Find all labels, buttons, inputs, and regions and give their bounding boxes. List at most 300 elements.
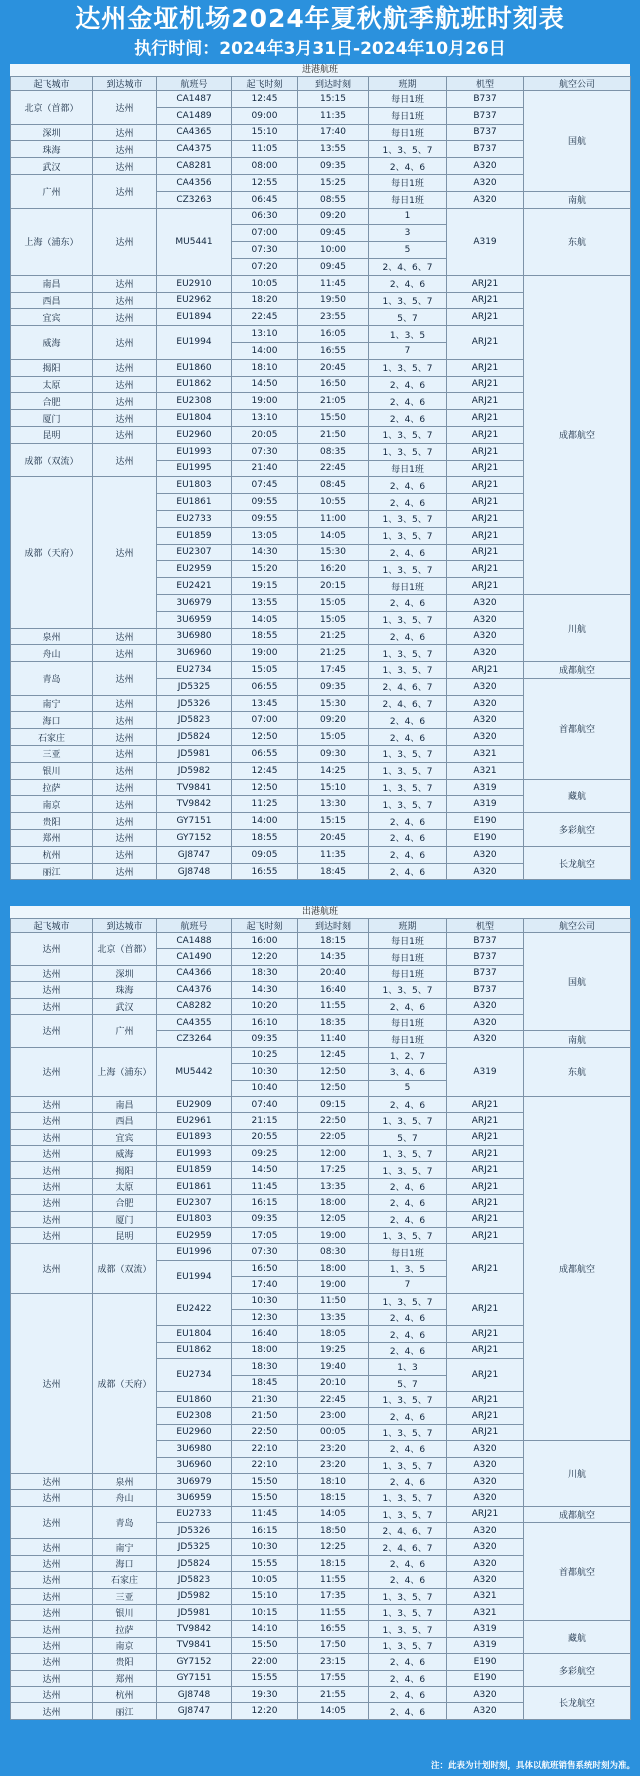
schedule-cell: 2、4、6 [369, 1686, 447, 1702]
destination-cell: 达州 [93, 91, 157, 125]
table-row [11, 1621, 631, 1637]
destination-cell: 北京（首都） [93, 933, 157, 966]
aircraft-cell: A320 [447, 1441, 524, 1457]
destination-cell: 贵阳 [93, 1654, 157, 1670]
flight-no-cell: EU2733 [157, 1506, 232, 1522]
arrival-time-cell: 16:50 [298, 376, 369, 393]
departure-time-cell: 17:40 [232, 1277, 298, 1293]
schedule-cell: 2、4、6 [369, 998, 447, 1014]
schedule-cell: 每日1班 [369, 578, 447, 595]
departure-time-cell: 06:55 [232, 678, 298, 695]
flight-no-cell: CZ3263 [157, 191, 232, 208]
schedule-cell: 5、7 [369, 1129, 447, 1145]
flight-no-cell: CA4376 [157, 982, 232, 998]
departure-time-cell: 07:00 [232, 712, 298, 729]
aircraft-cell: ARJ21 [447, 393, 524, 410]
schedule-cell: 2、4、6 [369, 1342, 447, 1358]
schedule-cell: 2、4、6 [369, 158, 447, 175]
aircraft-cell: A320 [447, 1014, 524, 1030]
aircraft-cell: ARJ21 [447, 1195, 524, 1211]
destination-cell: 达州 [93, 326, 157, 360]
departure-time-cell: 15:05 [232, 662, 298, 679]
aircraft-cell: A320 [447, 863, 524, 880]
destination-cell: 达州 [93, 729, 157, 746]
departure-time-cell: 12:50 [232, 779, 298, 796]
origin-cell: 深圳 [11, 124, 93, 141]
destination-cell: 宜宾 [93, 1129, 157, 1145]
flight-no-cell: CA1489 [157, 107, 232, 124]
flight-no-cell: GJ8747 [157, 846, 232, 863]
origin-cell: 达州 [11, 1473, 93, 1489]
arrival-time-cell: 22:50 [298, 1113, 369, 1129]
aircraft-header: 机型 [447, 919, 524, 933]
arrival-time-cell: 09:15 [298, 1096, 369, 1112]
destination-cell: 西昌 [93, 1113, 157, 1129]
departure-time-cell: 12:20 [232, 1703, 298, 1719]
aircraft-cell: A319 [447, 208, 524, 275]
aircraft-cell: A320 [447, 1523, 524, 1539]
flight-no-cell: EU2733 [157, 510, 232, 527]
origin-cell: 青岛 [11, 662, 93, 696]
destination-cell: 青岛 [93, 1506, 157, 1539]
origin-cell: 达州 [11, 1490, 93, 1506]
origin-cell: 杭州 [11, 846, 93, 863]
aircraft-cell: A320 [447, 174, 524, 191]
arrival-time-cell: 12:05 [298, 1211, 369, 1227]
flight-no-cell: 3U6979 [157, 594, 232, 611]
destination-cell: 达州 [93, 292, 157, 309]
departure-time-cell: 12:55 [232, 174, 298, 191]
departure-time-cell: 16:50 [232, 1260, 298, 1276]
flight-no-cell: CA4366 [157, 965, 232, 981]
schedule-cell: 5 [369, 1080, 447, 1096]
aircraft-cell: ARJ21 [447, 561, 524, 578]
flight-no-cell: 3U6980 [157, 1441, 232, 1457]
flight-no-cell: EU1804 [157, 410, 232, 427]
schedule-cell: 1、3、5、7 [369, 662, 447, 679]
aircraft-cell: ARJ21 [447, 460, 524, 477]
origin-cell: 达州 [11, 1637, 93, 1653]
departure-time-cell: 18:45 [232, 1375, 298, 1391]
arrival-time-cell: 18:15 [298, 1490, 369, 1506]
departure-time-cell: 14:05 [232, 611, 298, 628]
schedule-cell: 1、3、5、7 [369, 510, 447, 527]
departure-time-cell: 10:05 [232, 275, 298, 292]
arrival-time-cell: 23:20 [298, 1441, 369, 1457]
origin-cell: 达州 [11, 1539, 93, 1555]
origin-cell: 广州 [11, 174, 93, 208]
schedule-cell: 每日1班 [369, 949, 447, 965]
flight-no-cell: MU5441 [157, 208, 232, 275]
arrival-time-cell: 14:05 [298, 1506, 369, 1522]
flight-no-cell: MU5442 [157, 1047, 232, 1096]
destination-cell: 达州 [93, 712, 157, 729]
flight-no-cell: GY7151 [157, 813, 232, 830]
origin-cell: 泉州 [11, 628, 93, 645]
departure-time-cell: 07:30 [232, 443, 298, 460]
destination-cell: 达州 [93, 796, 157, 813]
flight-no-cell: EU2308 [157, 1408, 232, 1424]
origin-cell: 北京（首都） [11, 91, 93, 125]
schedule-cell: 1、3、5、7 [369, 1391, 447, 1407]
flight-no-cell: EU2307 [157, 1195, 232, 1211]
flight-no-cell: CA8281 [157, 158, 232, 175]
origin-cell: 郑州 [11, 830, 93, 847]
arrival-time-cell: 21:25 [298, 628, 369, 645]
schedule-cell: 1、3、5 [369, 326, 447, 343]
table-row [11, 1506, 631, 1522]
destination-header: 到达城市 [93, 77, 157, 91]
arrival-time-cell: 20:40 [298, 965, 369, 981]
aircraft-cell: A319 [447, 1637, 524, 1653]
schedule-cell: 1、3、5、7 [369, 1424, 447, 1440]
origin-cell: 南京 [11, 796, 93, 813]
schedule-cell: 1、3、5、7 [369, 443, 447, 460]
destination-cell: 达州 [93, 141, 157, 158]
origin-cell: 达州 [11, 1293, 93, 1473]
destination-cell: 深圳 [93, 965, 157, 981]
airline-cell: 川航 [524, 1441, 631, 1507]
flight-no-cell: JD5326 [157, 1523, 232, 1539]
airline-cell: 藏航 [524, 779, 631, 813]
arrival-time-cell: 18:10 [298, 1473, 369, 1489]
arrival-time-cell: 22:05 [298, 1129, 369, 1145]
departure-time-cell: 15:10 [232, 1588, 298, 1604]
departure-time-cell: 16:10 [232, 1014, 298, 1030]
destination-cell: 达州 [93, 645, 157, 662]
destination-cell: 杭州 [93, 1686, 157, 1702]
destination-cell: 达州 [93, 208, 157, 275]
arrival-time-cell: 18:35 [298, 1014, 369, 1030]
airline-cell: 长龙航空 [524, 846, 631, 880]
origin-cell: 达州 [11, 1178, 93, 1194]
destination-cell: 达州 [93, 830, 157, 847]
schedule-cell: 2、4、6、7 [369, 678, 447, 695]
flight-no-cell: JD5823 [157, 712, 232, 729]
flight-no-cell: JD5325 [157, 678, 232, 695]
departure-time-cell: 12:45 [232, 762, 298, 779]
schedule-cell: 2、4、6 [369, 544, 447, 561]
aircraft-cell: A320 [447, 191, 524, 208]
origin-cell: 武汉 [11, 158, 93, 175]
flight-no-cell: EU2962 [157, 292, 232, 309]
arrival-time-cell: 18:05 [298, 1326, 369, 1342]
destination-cell: 成都（双流） [93, 1244, 157, 1293]
table-row [11, 91, 631, 108]
flight-no-cell: EU2961 [157, 1113, 232, 1129]
aircraft-cell: ARJ21 [447, 1506, 524, 1522]
departure-time-header: 起飞时刻 [232, 77, 298, 91]
schedule-cell: 1、3、5、7 [369, 611, 447, 628]
schedule-cell: 2、4、6 [369, 1473, 447, 1489]
departure-time-cell: 15:10 [232, 124, 298, 141]
destination-cell: 达州 [93, 846, 157, 863]
schedule-cell: 2、4、6 [369, 1096, 447, 1112]
destination-cell: 达州 [93, 628, 157, 645]
schedule-cell: 2、4、6 [369, 863, 447, 880]
departure-time-cell: 19:00 [232, 645, 298, 662]
origin-cell: 达州 [11, 1047, 93, 1096]
schedule-cell: 1、3、5、7 [369, 1637, 447, 1653]
flight-no-cell: EU1803 [157, 1211, 232, 1227]
origin-cell: 达州 [11, 1555, 93, 1571]
flight-no-cell: CA1490 [157, 949, 232, 965]
page-subtitle: 执行时间：2024年3月31日-2024年10月26日 [134, 39, 506, 59]
destination-cell: 昆明 [93, 1228, 157, 1244]
schedule-cell: 1、3、5、7 [369, 1113, 447, 1129]
departure-time-cell: 10:05 [232, 1572, 298, 1588]
schedule-cell: 1、3、5、7 [369, 359, 447, 376]
origin-cell: 太原 [11, 376, 93, 393]
aircraft-cell: B737 [447, 933, 524, 949]
arrival-time-cell: 18:45 [298, 863, 369, 880]
departure-time-cell: 22:50 [232, 1424, 298, 1440]
arrival-time-header: 到达时刻 [298, 77, 369, 91]
arrival-time-cell: 17:40 [298, 124, 369, 141]
flight-no-cell: EU2421 [157, 578, 232, 595]
origin-cell: 达州 [11, 1244, 93, 1293]
arrival-time-cell: 21:05 [298, 393, 369, 410]
departure-time-cell: 15:50 [232, 1473, 298, 1489]
departure-time-cell: 15:50 [232, 1637, 298, 1653]
departure-time-cell: 09:05 [232, 846, 298, 863]
departure-time-cell: 19:15 [232, 578, 298, 595]
aircraft-cell: B737 [447, 982, 524, 998]
aircraft-cell: ARJ21 [447, 494, 524, 511]
arrival-time-cell: 08:55 [298, 191, 369, 208]
arrival-time-cell: 22:45 [298, 460, 369, 477]
destination-cell: 达州 [93, 779, 157, 796]
schedule-cell: 1、3、5、7 [369, 762, 447, 779]
departure-time-cell: 16:15 [232, 1195, 298, 1211]
aircraft-cell: ARJ21 [447, 1293, 524, 1326]
schedule-header: 班期 [369, 77, 447, 91]
schedule-cell: 每日1班 [369, 107, 447, 124]
arrival-time-cell: 17:35 [298, 1588, 369, 1604]
schedule-cell: 每日1班 [369, 965, 447, 981]
aircraft-cell: A321 [447, 746, 524, 763]
schedule-cell: 1、3、5、7 [369, 1588, 447, 1604]
table-row [11, 208, 631, 225]
destination-cell: 达州 [93, 863, 157, 880]
arrival-time-cell: 15:30 [298, 695, 369, 712]
schedule-cell: 每日1班 [369, 174, 447, 191]
aircraft-cell: A320 [447, 729, 524, 746]
aircraft-cell: A320 [447, 846, 524, 863]
arrival-time-cell: 19:00 [298, 1228, 369, 1244]
airline-cell: 川航 [524, 594, 631, 661]
departure-time-cell: 14:50 [232, 1162, 298, 1178]
flight-no-cell: 3U6979 [157, 1473, 232, 1489]
aircraft-header: 机型 [447, 77, 524, 91]
origin-cell: 达州 [11, 1014, 93, 1047]
aircraft-cell: A320 [447, 1457, 524, 1473]
aircraft-cell: A320 [447, 1490, 524, 1506]
origin-cell: 南宁 [11, 695, 93, 712]
destination-cell: 达州 [93, 376, 157, 393]
aircraft-cell: A320 [447, 998, 524, 1014]
departure-time-cell: 14:00 [232, 813, 298, 830]
destination-cell: 达州 [93, 746, 157, 763]
departure-panel [10, 906, 630, 1720]
arrival-time-cell: 12:45 [298, 1047, 369, 1063]
arrival-time-cell: 19:25 [298, 1342, 369, 1358]
aircraft-cell: ARJ21 [447, 1408, 524, 1424]
schedule-cell: 1、3、5、7 [369, 1506, 447, 1522]
arrival-time-cell: 21:55 [298, 1686, 369, 1702]
arrival-time-cell: 13:35 [298, 1309, 369, 1325]
flight-no-cell: EU1994 [157, 1260, 232, 1293]
flight-no-cell: 3U6960 [157, 1457, 232, 1473]
table-row [11, 275, 631, 292]
origin-cell: 达州 [11, 998, 93, 1014]
schedule-cell: 1、3、5、7 [369, 1162, 447, 1178]
flight-no-cell: TV9841 [157, 779, 232, 796]
origin-cell: 达州 [11, 1129, 93, 1145]
flight-no-cell: EU2959 [157, 1228, 232, 1244]
arrival-time-cell: 10:55 [298, 494, 369, 511]
arrival-time-cell: 14:05 [298, 527, 369, 544]
origin-cell: 南昌 [11, 275, 93, 292]
destination-cell: 三亚 [93, 1588, 157, 1604]
departure-time-cell: 22:00 [232, 1654, 298, 1670]
schedule-cell: 1、2、7 [369, 1047, 447, 1063]
flight-no-cell: EU1995 [157, 460, 232, 477]
aircraft-cell: A320 [447, 1555, 524, 1571]
arrival-time-cell: 15:25 [298, 174, 369, 191]
flight-no-cell: 3U6959 [157, 611, 232, 628]
schedule-cell: 每日1班 [369, 191, 447, 208]
flight-no-header: 航班号 [157, 77, 232, 91]
departure-time-header: 起飞时刻 [232, 919, 298, 933]
flight-no-cell: EU1893 [157, 1129, 232, 1145]
departure-time-cell: 13:45 [232, 695, 298, 712]
flight-no-cell: CA1487 [157, 91, 232, 108]
flight-no-cell: EU1993 [157, 443, 232, 460]
aircraft-cell: A320 [447, 158, 524, 175]
origin-cell: 达州 [11, 1211, 93, 1227]
arrival-time-cell: 23:55 [298, 309, 369, 326]
aircraft-cell: ARJ21 [447, 1178, 524, 1194]
departure-time-cell: 13:10 [232, 410, 298, 427]
origin-cell: 西昌 [11, 292, 93, 309]
flight-no-cell: EU1861 [157, 1178, 232, 1194]
flight-no-cell: EU1859 [157, 527, 232, 544]
header-row [11, 77, 631, 91]
aircraft-cell: B737 [447, 949, 524, 965]
aircraft-cell: A320 [447, 1031, 524, 1047]
origin-cell: 达州 [11, 1686, 93, 1702]
section-title: 出港航班 [10, 906, 630, 918]
arrival-time-cell: 11:55 [298, 1605, 369, 1621]
departure-time-cell: 16:40 [232, 1326, 298, 1342]
departure-time-cell: 07:45 [232, 477, 298, 494]
aircraft-cell: ARJ21 [447, 292, 524, 309]
departure-time-cell: 12:20 [232, 949, 298, 965]
aircraft-cell: A320 [447, 695, 524, 712]
flight-no-cell: EU2910 [157, 275, 232, 292]
departure-time-cell: 06:55 [232, 746, 298, 763]
section-title: 进港航班 [10, 64, 630, 76]
origin-cell: 达州 [11, 933, 93, 966]
flight-no-cell: JD5981 [157, 1605, 232, 1621]
origin-cell: 达州 [11, 1572, 93, 1588]
departure-time-cell: 15:50 [232, 1490, 298, 1506]
airline-cell: 藏航 [524, 1621, 631, 1654]
origin-cell: 三亚 [11, 746, 93, 763]
aircraft-cell: A320 [447, 1473, 524, 1489]
aircraft-cell: ARJ21 [447, 578, 524, 595]
arrival-time-cell: 09:35 [298, 158, 369, 175]
flight-no-header: 航班号 [157, 919, 232, 933]
departure-time-cell: 14:30 [232, 544, 298, 561]
aircraft-cell: A320 [447, 678, 524, 695]
aircraft-cell: ARJ21 [447, 309, 524, 326]
aircraft-cell: ARJ21 [447, 1228, 524, 1244]
flight-no-cell: CA4365 [157, 124, 232, 141]
airline-cell: 南航 [524, 1031, 631, 1047]
destination-cell: 珠海 [93, 982, 157, 998]
departure-time-cell: 13:55 [232, 594, 298, 611]
departure-time-cell: 21:15 [232, 1113, 298, 1129]
schedule-cell: 1、3、5、7 [369, 292, 447, 309]
schedule-cell: 2、4、6 [369, 813, 447, 830]
destination-cell: 达州 [93, 359, 157, 376]
arrival-time-cell: 08:30 [298, 1244, 369, 1260]
flight-no-cell: CA4375 [157, 141, 232, 158]
flight-no-cell: EU2307 [157, 544, 232, 561]
flight-no-cell: EU1861 [157, 494, 232, 511]
destination-cell: 郑州 [93, 1670, 157, 1686]
origin-cell: 丽江 [11, 863, 93, 880]
destination-cell: 南宁 [93, 1539, 157, 1555]
arrival-time-cell: 17:25 [298, 1162, 369, 1178]
departure-time-cell: 19:30 [232, 1686, 298, 1702]
arrival-time-cell: 15:30 [298, 544, 369, 561]
departure-time-cell: 18:10 [232, 359, 298, 376]
aircraft-cell: E190 [447, 1654, 524, 1670]
schedule-cell: 2、4、6 [369, 477, 447, 494]
schedule-cell: 2、4、6 [369, 376, 447, 393]
destination-cell: 广州 [93, 1014, 157, 1047]
schedule-cell: 2、4、6 [369, 410, 447, 427]
arrival-time-cell: 18:00 [298, 1260, 369, 1276]
destination-cell: 达州 [93, 393, 157, 410]
flight-no-cell: TV9841 [157, 1637, 232, 1653]
arrival-time-cell: 12:50 [298, 1064, 369, 1080]
aircraft-cell: ARJ21 [447, 527, 524, 544]
aircraft-cell: ARJ21 [447, 275, 524, 292]
departure-time-cell: 10:15 [232, 1605, 298, 1621]
departure-time-cell: 10:40 [232, 1080, 298, 1096]
table-row [11, 1096, 631, 1112]
arrival-time-cell: 09:45 [298, 258, 369, 275]
departure-time-cell: 07:30 [232, 1244, 298, 1260]
schedule-cell: 2、4、6 [369, 1441, 447, 1457]
origin-cell: 合肥 [11, 393, 93, 410]
arrival-time-cell: 23:00 [298, 1408, 369, 1424]
aircraft-cell: A320 [447, 1572, 524, 1588]
arrival-time-cell: 19:00 [298, 1277, 369, 1293]
departure-time-cell: 09:55 [232, 510, 298, 527]
aircraft-cell: B737 [447, 965, 524, 981]
schedule-cell: 3 [369, 225, 447, 242]
departure-time-cell: 09:55 [232, 494, 298, 511]
destination-cell: 海口 [93, 1555, 157, 1571]
origin-cell: 达州 [11, 965, 93, 981]
departure-time-cell: 22:10 [232, 1457, 298, 1473]
destination-cell: 达州 [93, 813, 157, 830]
